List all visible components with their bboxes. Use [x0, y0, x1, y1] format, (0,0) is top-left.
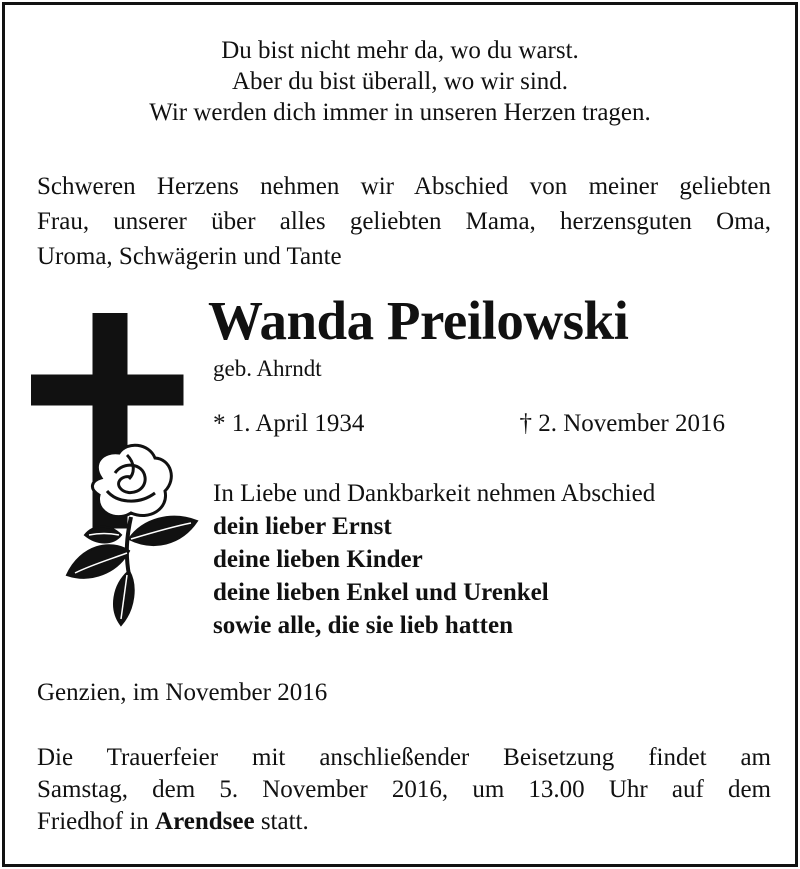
intro-line: Frau, unserer über alles geliebten Mama, herzensguten Oma, — [37, 208, 771, 235]
poem-line: Aber du bist überall, wo wir sind. — [231, 68, 569, 95]
intro-line: Schweren Herzens nehmen wir Abschied von meiner geliebten — [37, 173, 771, 200]
poem-line: Wir werden dich immer in unseren Herzen tragen. — [149, 99, 651, 126]
funeral-line: Samstag, dem 5. November 2016, um 13.00 Uhr auf dem — [37, 776, 771, 803]
intro-line: Uroma, Schwägerin und Tante — [37, 243, 342, 270]
funeral-text: statt. — [254, 808, 309, 835]
birth-date: * 1. April 1934 — [213, 410, 365, 437]
death-date: † 2. November 2016 — [519, 410, 725, 437]
mourner-line: deine lieben Kinder — [213, 546, 423, 573]
funeral-text: Friedhof in — [37, 808, 156, 835]
obituary-frame — [2, 2, 798, 867]
cemetery-place: Arendsee — [155, 808, 255, 835]
mourners-lead: In Liebe und Dankbarkeit nehmen Abschied — [213, 480, 656, 507]
maiden-name: geb. Ahrndt — [213, 356, 322, 381]
poem — [5, 35, 795, 128]
poem-line: Du bist nicht mehr da, wo du warst. — [221, 37, 579, 64]
funeral-notice — [37, 742, 771, 838]
mourner-line: sowie alle, die sie lieb hatten — [213, 612, 513, 639]
place-date: Genzien, im November 2016 — [37, 679, 328, 706]
mourner-line: dein lieber Ernst — [213, 513, 392, 540]
rose-stem — [127, 517, 131, 575]
cross-rose-icon — [31, 313, 216, 633]
funeral-line — [37, 806, 771, 838]
funeral-line: Die Trauerfeier mit anschließender Beisetzung findet am — [37, 744, 771, 771]
leaf-icon — [67, 517, 197, 625]
deceased-name: Wanda Preilowski — [208, 290, 629, 351]
intro-text — [37, 169, 771, 274]
mourners — [213, 477, 655, 642]
mourner-line: deine lieben Enkel und Urenkel — [213, 579, 549, 606]
rose-icon — [92, 445, 171, 516]
